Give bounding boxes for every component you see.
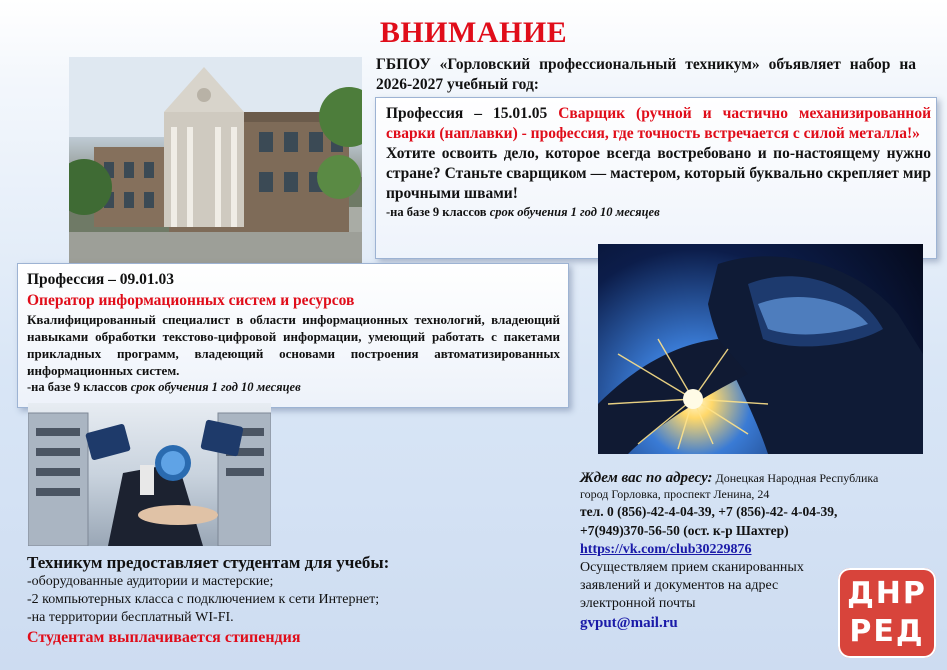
welder-term: срок обучения 1 год 10 месяцев — [489, 205, 660, 219]
vk-link[interactable]: https://vk.com/club30229876 — [580, 542, 752, 557]
building-illustration — [69, 57, 362, 263]
operator-basis: -на базе 9 классов — [27, 380, 128, 394]
operator-term: срок обучения 1 год 10 месяцев — [130, 380, 301, 394]
contact-lead: Ждем вас по адресу: — [580, 470, 713, 486]
welder-term-line — [386, 204, 931, 221]
welder-description: Хотите освоить дело, которое всегда востребовано и по-настоящему нужно стране? Станьте сварщиком — мастером, который буквально скрепляет мир прочными швами! — [386, 145, 931, 202]
logo-line-2: РЕД — [849, 614, 925, 649]
facilities-heading: Техникум предоставляет студентам для учебы: — [27, 553, 390, 572]
operator-profession-text — [27, 270, 560, 396]
operator-profession-name: Оператор информационных систем и ресурсов — [27, 292, 355, 309]
it-illustration — [28, 403, 271, 546]
page-title: ВНИМАНИЕ — [379, 16, 568, 49]
facilities-item: -на территории бесплатный WI-FI. — [27, 610, 234, 625]
dnr-red-logo — [838, 568, 936, 658]
operator-description: Квалифицированный специалист в области информационных технологий, владеющий навыками обработки текстово-цифровой информации, умеющий работать с пакетами прикладных программ, владеющий основами построения автоматизированных информационных систем. — [27, 312, 560, 378]
welder-profession-text — [386, 104, 931, 221]
facilities-section — [27, 552, 567, 648]
welder-illustration — [598, 244, 923, 454]
contact-phone-1: тел. 0 (856)-42-4-04-39, +7 (856)-42- 4-04-39, — [580, 504, 838, 519]
contact-address-city: город Горловка, проспект Ленина, 24 — [580, 487, 770, 501]
welder-photo — [598, 244, 923, 454]
operator-term-line — [27, 379, 560, 396]
operator-profession-code: Профессия – 09.01.03 — [27, 271, 175, 288]
welder-profession-code: Профессия – 15.01.05 — [386, 105, 548, 122]
contact-phone-2: +7(949)370-56-50 (ост. к-р Шахтер) — [580, 523, 789, 538]
stipend-note: Студентам выплачивается стипендия — [27, 629, 301, 646]
it-specialist-photo — [28, 403, 271, 546]
logo-line-1: ДНР — [847, 576, 927, 611]
contact-address-region: Донецкая Народная Республика — [715, 471, 879, 485]
facilities-item: -2 компьютерных класса с подключением к сети Интернет; — [27, 592, 380, 607]
facilities-item: -оборудованные аудитории и мастерские; — [27, 574, 274, 589]
building-photo — [69, 57, 362, 263]
documents-note: Осуществляем прием сканированных заявлений и документов на адрес электронной почты — [580, 560, 804, 611]
email-link[interactable]: gvput@mail.ru — [580, 615, 678, 631]
welder-profession-name: Сварщик (ручной и частично механизированной сварки (наплавки) - профессия, где точность встречается с силой металла!» — [386, 105, 931, 142]
welder-basis: -на базе 9 классов — [386, 205, 487, 219]
intro-text: ГБПОУ «Горловский профессиональный техникум» объявляет набор на 2026-2027 учебный год: — [376, 56, 916, 93]
